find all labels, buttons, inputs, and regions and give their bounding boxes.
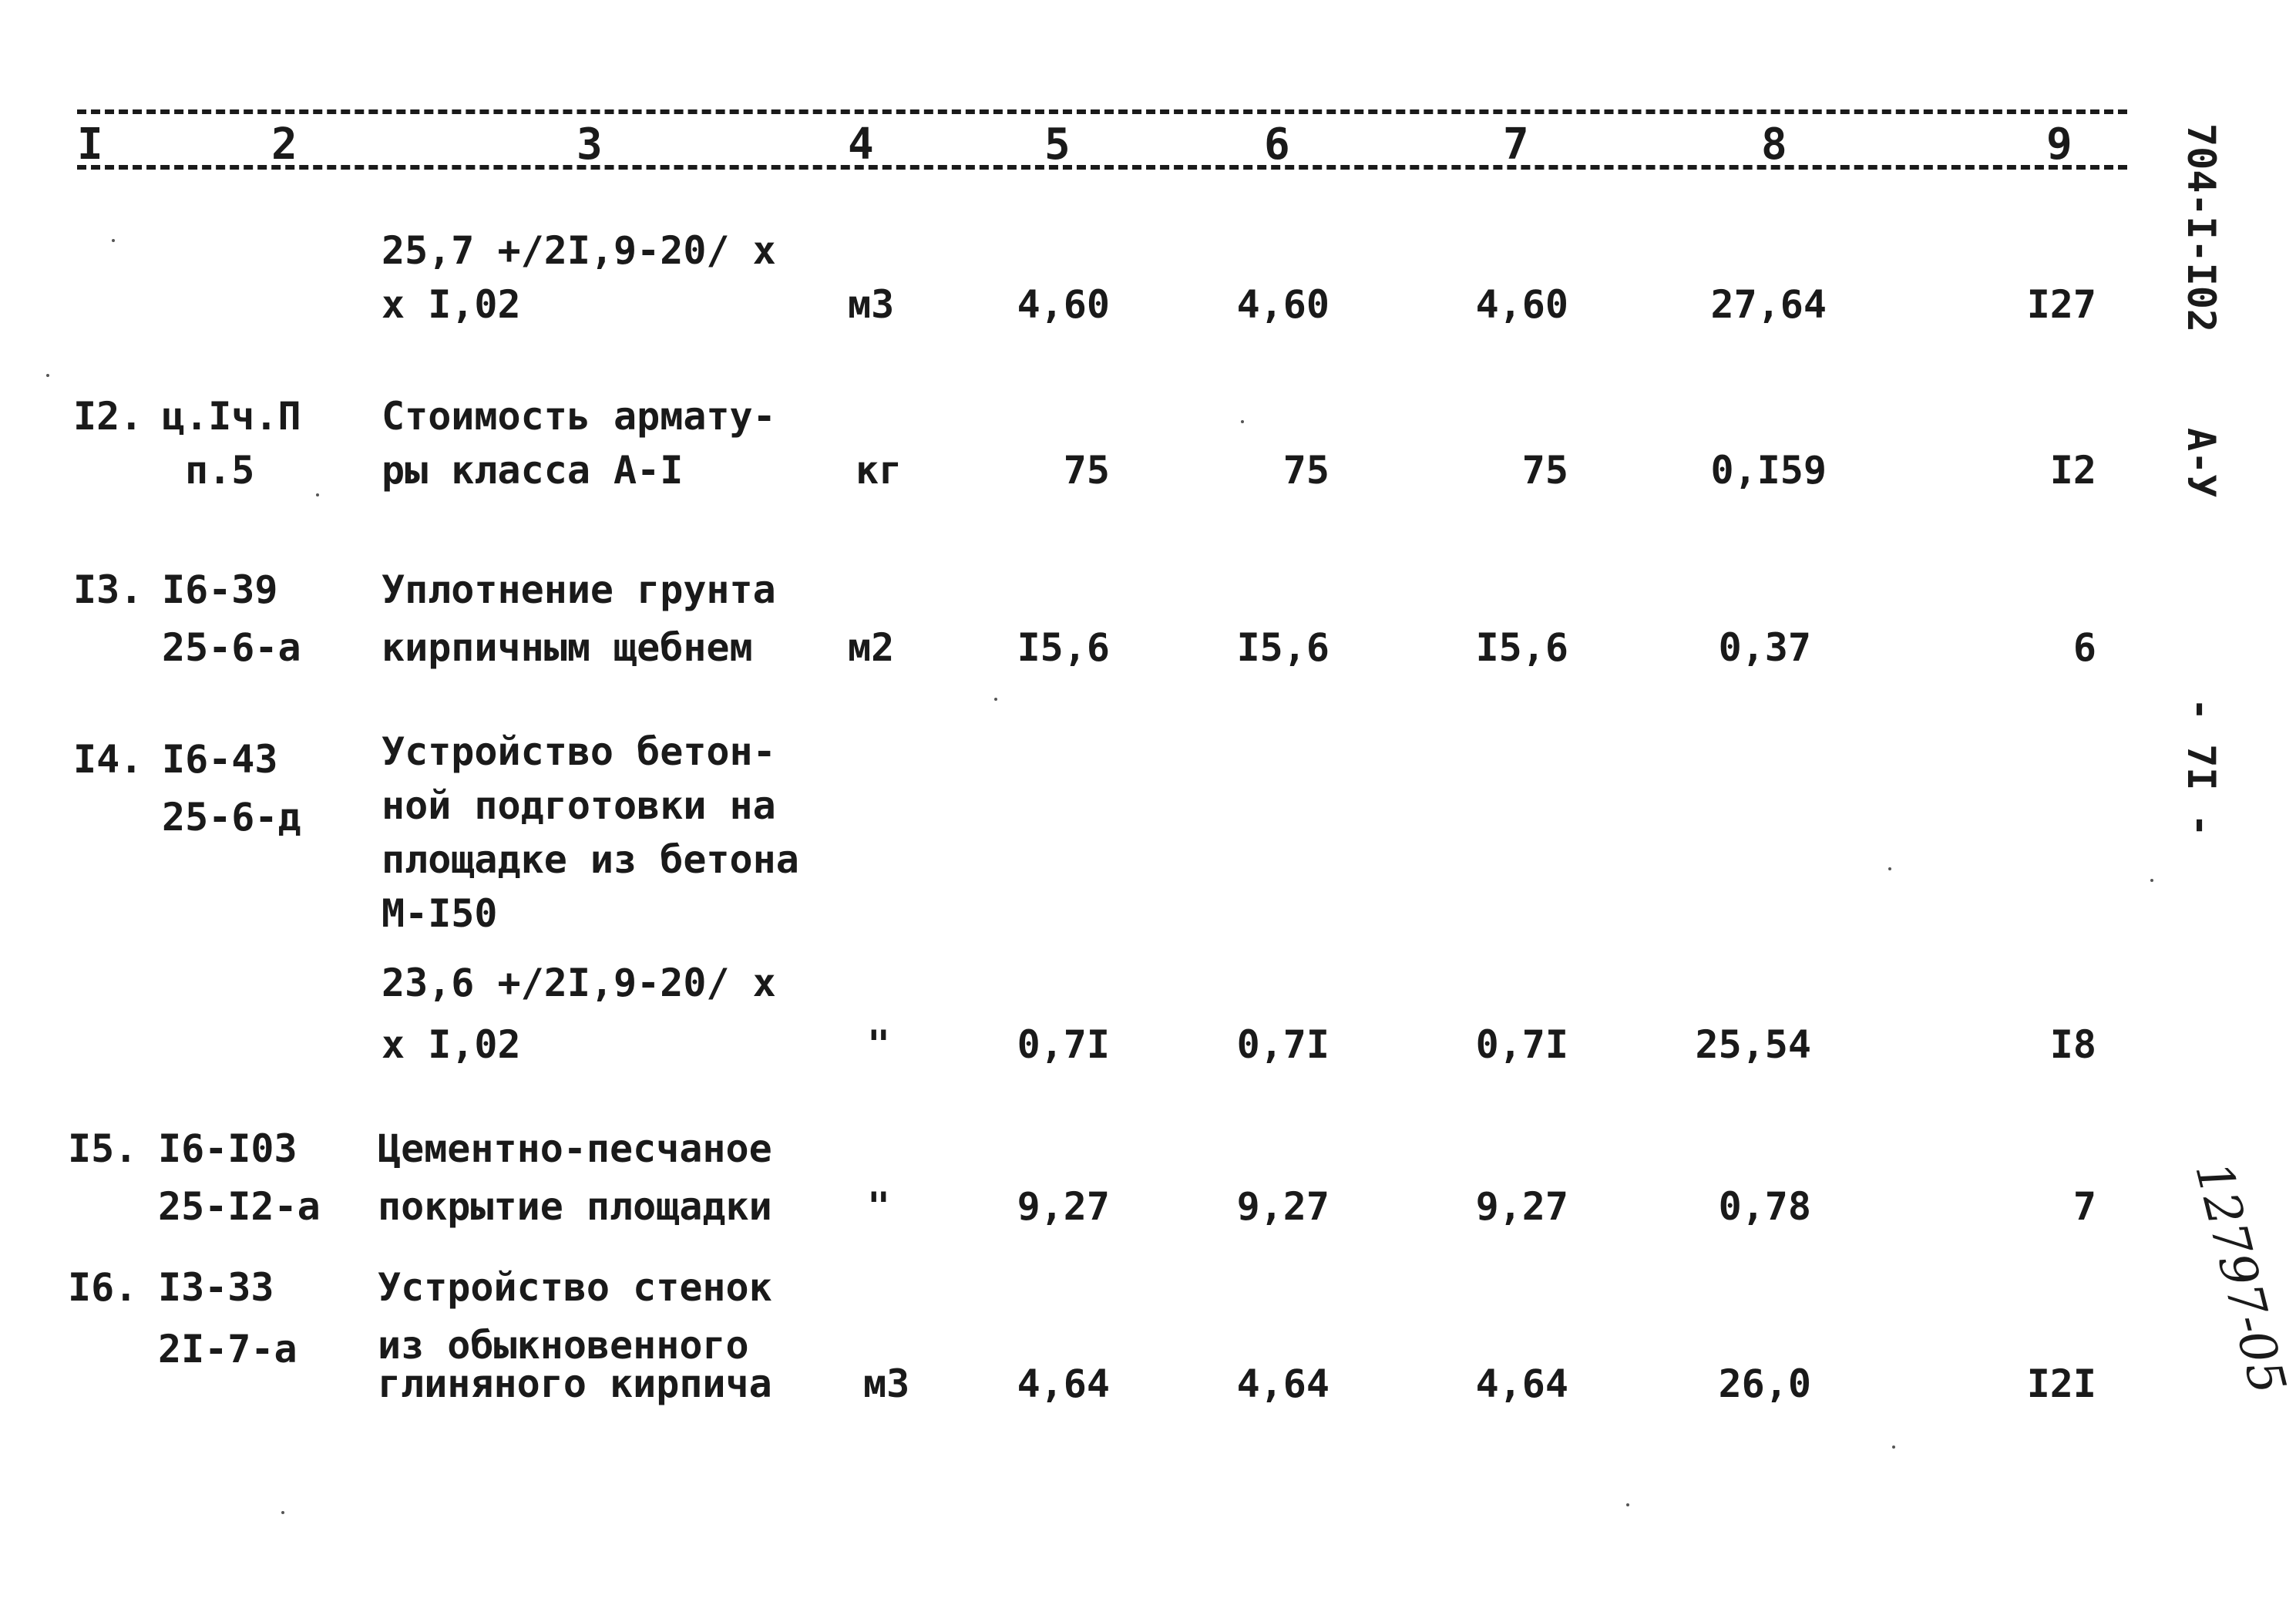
description-line: Стоимость армату-: [382, 394, 776, 439]
value-col8: 0,I59: [1710, 448, 1827, 493]
scan-speck: [1626, 1503, 1629, 1506]
value-col9: 6: [2072, 625, 2096, 670]
value-col7: 4,64: [1475, 1361, 1568, 1406]
unit-cell: м3: [848, 282, 895, 327]
value-col8: 26,0: [1718, 1361, 1811, 1406]
description-line: из обыкновенного: [378, 1323, 749, 1368]
col-header-8: 8: [1761, 119, 1787, 170]
description-line: Уплотнение грунта: [382, 567, 776, 612]
description-line: 23,6 +/2I,9-20/ x: [382, 961, 776, 1005]
value-col6: I5,6: [1236, 625, 1330, 670]
value-col9: 7: [2072, 1184, 2096, 1229]
row-number: I6.: [68, 1265, 138, 1310]
rate-code: I6-I03: [158, 1126, 298, 1171]
description-line: x I,02: [382, 282, 521, 327]
rate-code: ц.Iч.П: [162, 394, 301, 439]
value-col5: 9,27: [1017, 1184, 1110, 1229]
scan-speck: [1892, 1446, 1895, 1449]
col-header-1: I: [77, 119, 103, 170]
col-header-9: 9: [2046, 119, 2072, 170]
rate-code: 25-6-д: [162, 795, 301, 840]
rate-code: 25-I2-а: [158, 1184, 321, 1229]
description-line: кирпичным щебнем: [382, 625, 753, 670]
value-col8: 0,78: [1718, 1184, 1811, 1229]
description-line: глиняного кирпича: [378, 1361, 772, 1406]
value-col8: 0,37: [1718, 625, 1811, 670]
description-line: Устройство стенок: [378, 1265, 772, 1310]
unit-cell: м2: [848, 625, 895, 670]
value-col7: 75: [1521, 448, 1568, 493]
col-header-7: 7: [1503, 119, 1529, 170]
col-header-4: 4: [848, 119, 874, 170]
description-line: Устройство бетон-: [382, 729, 776, 774]
value-col8: 25,54: [1695, 1022, 1811, 1067]
margin-handwritten-number: 12797-05: [2183, 1156, 2296, 1400]
value-col7: 4,60: [1475, 282, 1568, 327]
value-col6: 4,60: [1236, 282, 1330, 327]
col-header-3: 3: [577, 119, 603, 170]
rate-code: I3-33: [158, 1265, 274, 1310]
rate-code: I6-43: [162, 737, 278, 782]
rate-code: 25-6-а: [162, 625, 301, 670]
value-col5: 0,7I: [1017, 1022, 1110, 1067]
header-top-rule: [77, 109, 2127, 114]
col-header-5: 5: [1044, 119, 1071, 170]
col-header-2: 2: [271, 119, 298, 170]
unit-cell: кг: [856, 448, 903, 493]
scan-speck: [316, 493, 319, 496]
row-number: I3.: [73, 567, 143, 612]
value-col7: 9,27: [1475, 1184, 1568, 1229]
value-col6: 0,7I: [1236, 1022, 1330, 1067]
margin-doc-code: 704-I-I02: [2179, 123, 2224, 332]
scan-speck: [1888, 867, 1891, 870]
row-number: I5.: [68, 1126, 138, 1171]
margin-page-number: - 7I -: [2179, 698, 2224, 837]
description-line: ной подготовки на: [382, 783, 776, 828]
description-line: 25,7 +/2I,9-20/ x: [382, 228, 776, 273]
value-col6: 75: [1282, 448, 1330, 493]
value-col5: I5,6: [1017, 625, 1110, 670]
value-col5: 4,60: [1017, 282, 1110, 327]
value-col9: I2: [2049, 448, 2096, 493]
value-col8: 27,64: [1710, 282, 1827, 327]
description-line: площадке из бетона: [382, 837, 799, 882]
scan-speck: [994, 698, 997, 701]
scan-speck: [1241, 420, 1244, 423]
unit-cell: ": [867, 1184, 891, 1229]
description-line: М-I50: [382, 891, 498, 936]
value-col5: 75: [1063, 448, 1110, 493]
value-col6: 9,27: [1236, 1184, 1330, 1229]
value-col9: I27: [2026, 282, 2096, 327]
description-line: ры класса А-I: [382, 448, 684, 493]
description-line: покрытие площадки: [378, 1184, 772, 1229]
row-number: I2.: [73, 394, 143, 439]
rate-code: I6-39: [162, 567, 278, 612]
value-col6: 4,64: [1236, 1361, 1330, 1406]
unit-cell: м3: [863, 1361, 910, 1406]
scan-speck: [46, 374, 49, 377]
scan-speck: [2150, 879, 2153, 882]
description-line: Цементно-песчаное: [378, 1126, 772, 1171]
unit-cell: ": [867, 1022, 891, 1067]
rate-code: п.5: [185, 448, 255, 493]
value-col9: I2I: [2026, 1361, 2096, 1406]
value-col5: 4,64: [1017, 1361, 1110, 1406]
description-line: x I,02: [382, 1022, 521, 1067]
value-col7: I5,6: [1475, 625, 1568, 670]
value-col9: I8: [2049, 1022, 2096, 1067]
rate-code: 2I-7-а: [158, 1327, 298, 1371]
scan-speck: [112, 239, 115, 242]
margin-album: А-У: [2179, 428, 2224, 498]
scan-speck: [281, 1511, 284, 1514]
header-bottom-rule: [77, 165, 2127, 170]
row-number: I4.: [73, 737, 143, 782]
value-col7: 0,7I: [1475, 1022, 1568, 1067]
col-header-6: 6: [1264, 119, 1290, 170]
